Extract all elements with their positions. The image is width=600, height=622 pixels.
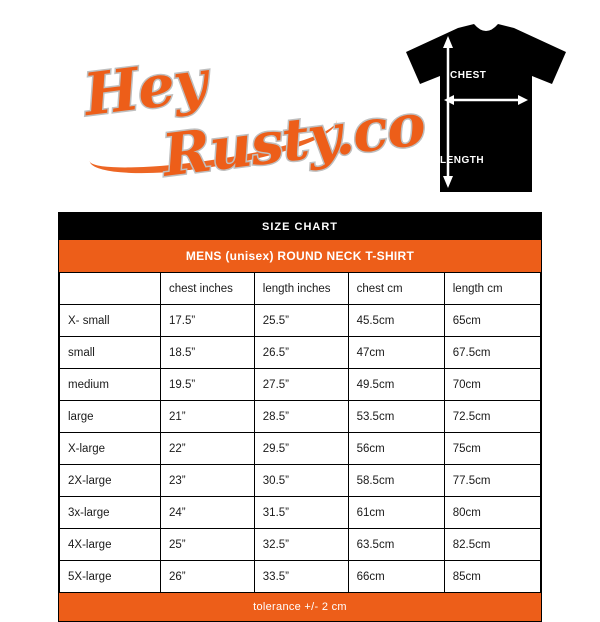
- cell-length-cm: 85cm: [444, 561, 540, 593]
- cell-size: 2X-large: [60, 465, 161, 497]
- size-chart-table-container: [58, 212, 542, 622]
- cell-chest-cm: 66cm: [348, 561, 444, 593]
- cell-chest-cm: 53.5cm: [348, 401, 444, 433]
- table-row: [60, 305, 541, 337]
- brand-logo: [58, 46, 429, 190]
- cell-chest-cm: 45.5cm: [348, 305, 444, 337]
- cell-chest-inches: 26”: [161, 561, 255, 593]
- length-measure-label: LENGTH: [440, 155, 485, 166]
- column-header-chest-inches: chest inches: [161, 273, 255, 305]
- cell-chest-cm: 56cm: [348, 433, 444, 465]
- cell-size: 3x-large: [60, 497, 161, 529]
- cell-size: X- small: [60, 305, 161, 337]
- cell-chest-inches: 22”: [161, 433, 255, 465]
- table-row: [60, 497, 541, 529]
- size-table: [59, 272, 541, 593]
- logo-line-2: Rusty.co: [158, 90, 429, 190]
- cell-length-cm: 82.5cm: [444, 529, 540, 561]
- table-row: [60, 561, 541, 593]
- size-chart-subtitle: MENS (unisex) ROUND NECK T-SHIRT: [59, 240, 541, 272]
- cell-length-inches: 32.5”: [254, 529, 348, 561]
- cell-length-cm: 67.5cm: [444, 337, 540, 369]
- cell-chest-inches: 21”: [161, 401, 255, 433]
- header-area: [0, 0, 600, 208]
- cell-chest-cm: 63.5cm: [348, 529, 444, 561]
- size-chart-title: SIZE CHART: [59, 213, 541, 240]
- cell-length-cm: 72.5cm: [444, 401, 540, 433]
- table-row: [60, 433, 541, 465]
- logo-line-1: Hey: [80, 46, 211, 130]
- cell-length-cm: 75cm: [444, 433, 540, 465]
- cell-length-inches: 26.5”: [254, 337, 348, 369]
- cell-chest-inches: 24”: [161, 497, 255, 529]
- cell-chest-cm: 49.5cm: [348, 369, 444, 401]
- cell-length-cm: 65cm: [444, 305, 540, 337]
- cell-chest-inches: 18.5”: [161, 337, 255, 369]
- cell-size: large: [60, 401, 161, 433]
- cell-chest-inches: 23”: [161, 465, 255, 497]
- cell-length-inches: 33.5”: [254, 561, 348, 593]
- cell-chest-cm: 47cm: [348, 337, 444, 369]
- cell-length-inches: 25.5”: [254, 305, 348, 337]
- cell-size: medium: [60, 369, 161, 401]
- t-shirt-diagram: [396, 22, 576, 198]
- cell-chest-inches: 25”: [161, 529, 255, 561]
- table-row: [60, 337, 541, 369]
- t-shirt-icon: [396, 22, 576, 198]
- cell-size: 5X-large: [60, 561, 161, 593]
- table-row: [60, 401, 541, 433]
- cell-length-inches: 30.5”: [254, 465, 348, 497]
- column-header-size: [60, 273, 161, 305]
- cell-length-cm: 70cm: [444, 369, 540, 401]
- cell-size: small: [60, 337, 161, 369]
- cell-length-inches: 28.5”: [254, 401, 348, 433]
- cell-chest-inches: 19.5”: [161, 369, 255, 401]
- cell-chest-inches: 17.5”: [161, 305, 255, 337]
- table-row: [60, 465, 541, 497]
- table-header-row: [60, 273, 541, 305]
- cell-length-inches: 29.5”: [254, 433, 348, 465]
- cell-chest-cm: 58.5cm: [348, 465, 444, 497]
- cell-length-cm: 77.5cm: [444, 465, 540, 497]
- column-header-chest-cm: chest cm: [348, 273, 444, 305]
- column-header-length-inches: length inches: [254, 273, 348, 305]
- cell-length-inches: 31.5”: [254, 497, 348, 529]
- table-row: [60, 529, 541, 561]
- cell-length-inches: 27.5”: [254, 369, 348, 401]
- cell-size: X-large: [60, 433, 161, 465]
- cell-length-cm: 80cm: [444, 497, 540, 529]
- cell-chest-cm: 61cm: [348, 497, 444, 529]
- column-header-length-cm: length cm: [444, 273, 540, 305]
- tolerance-note: tolerance +/- 2 cm: [59, 593, 541, 621]
- table-row: [60, 369, 541, 401]
- cell-size: 4X-large: [60, 529, 161, 561]
- chest-measure-label: CHEST: [450, 70, 487, 81]
